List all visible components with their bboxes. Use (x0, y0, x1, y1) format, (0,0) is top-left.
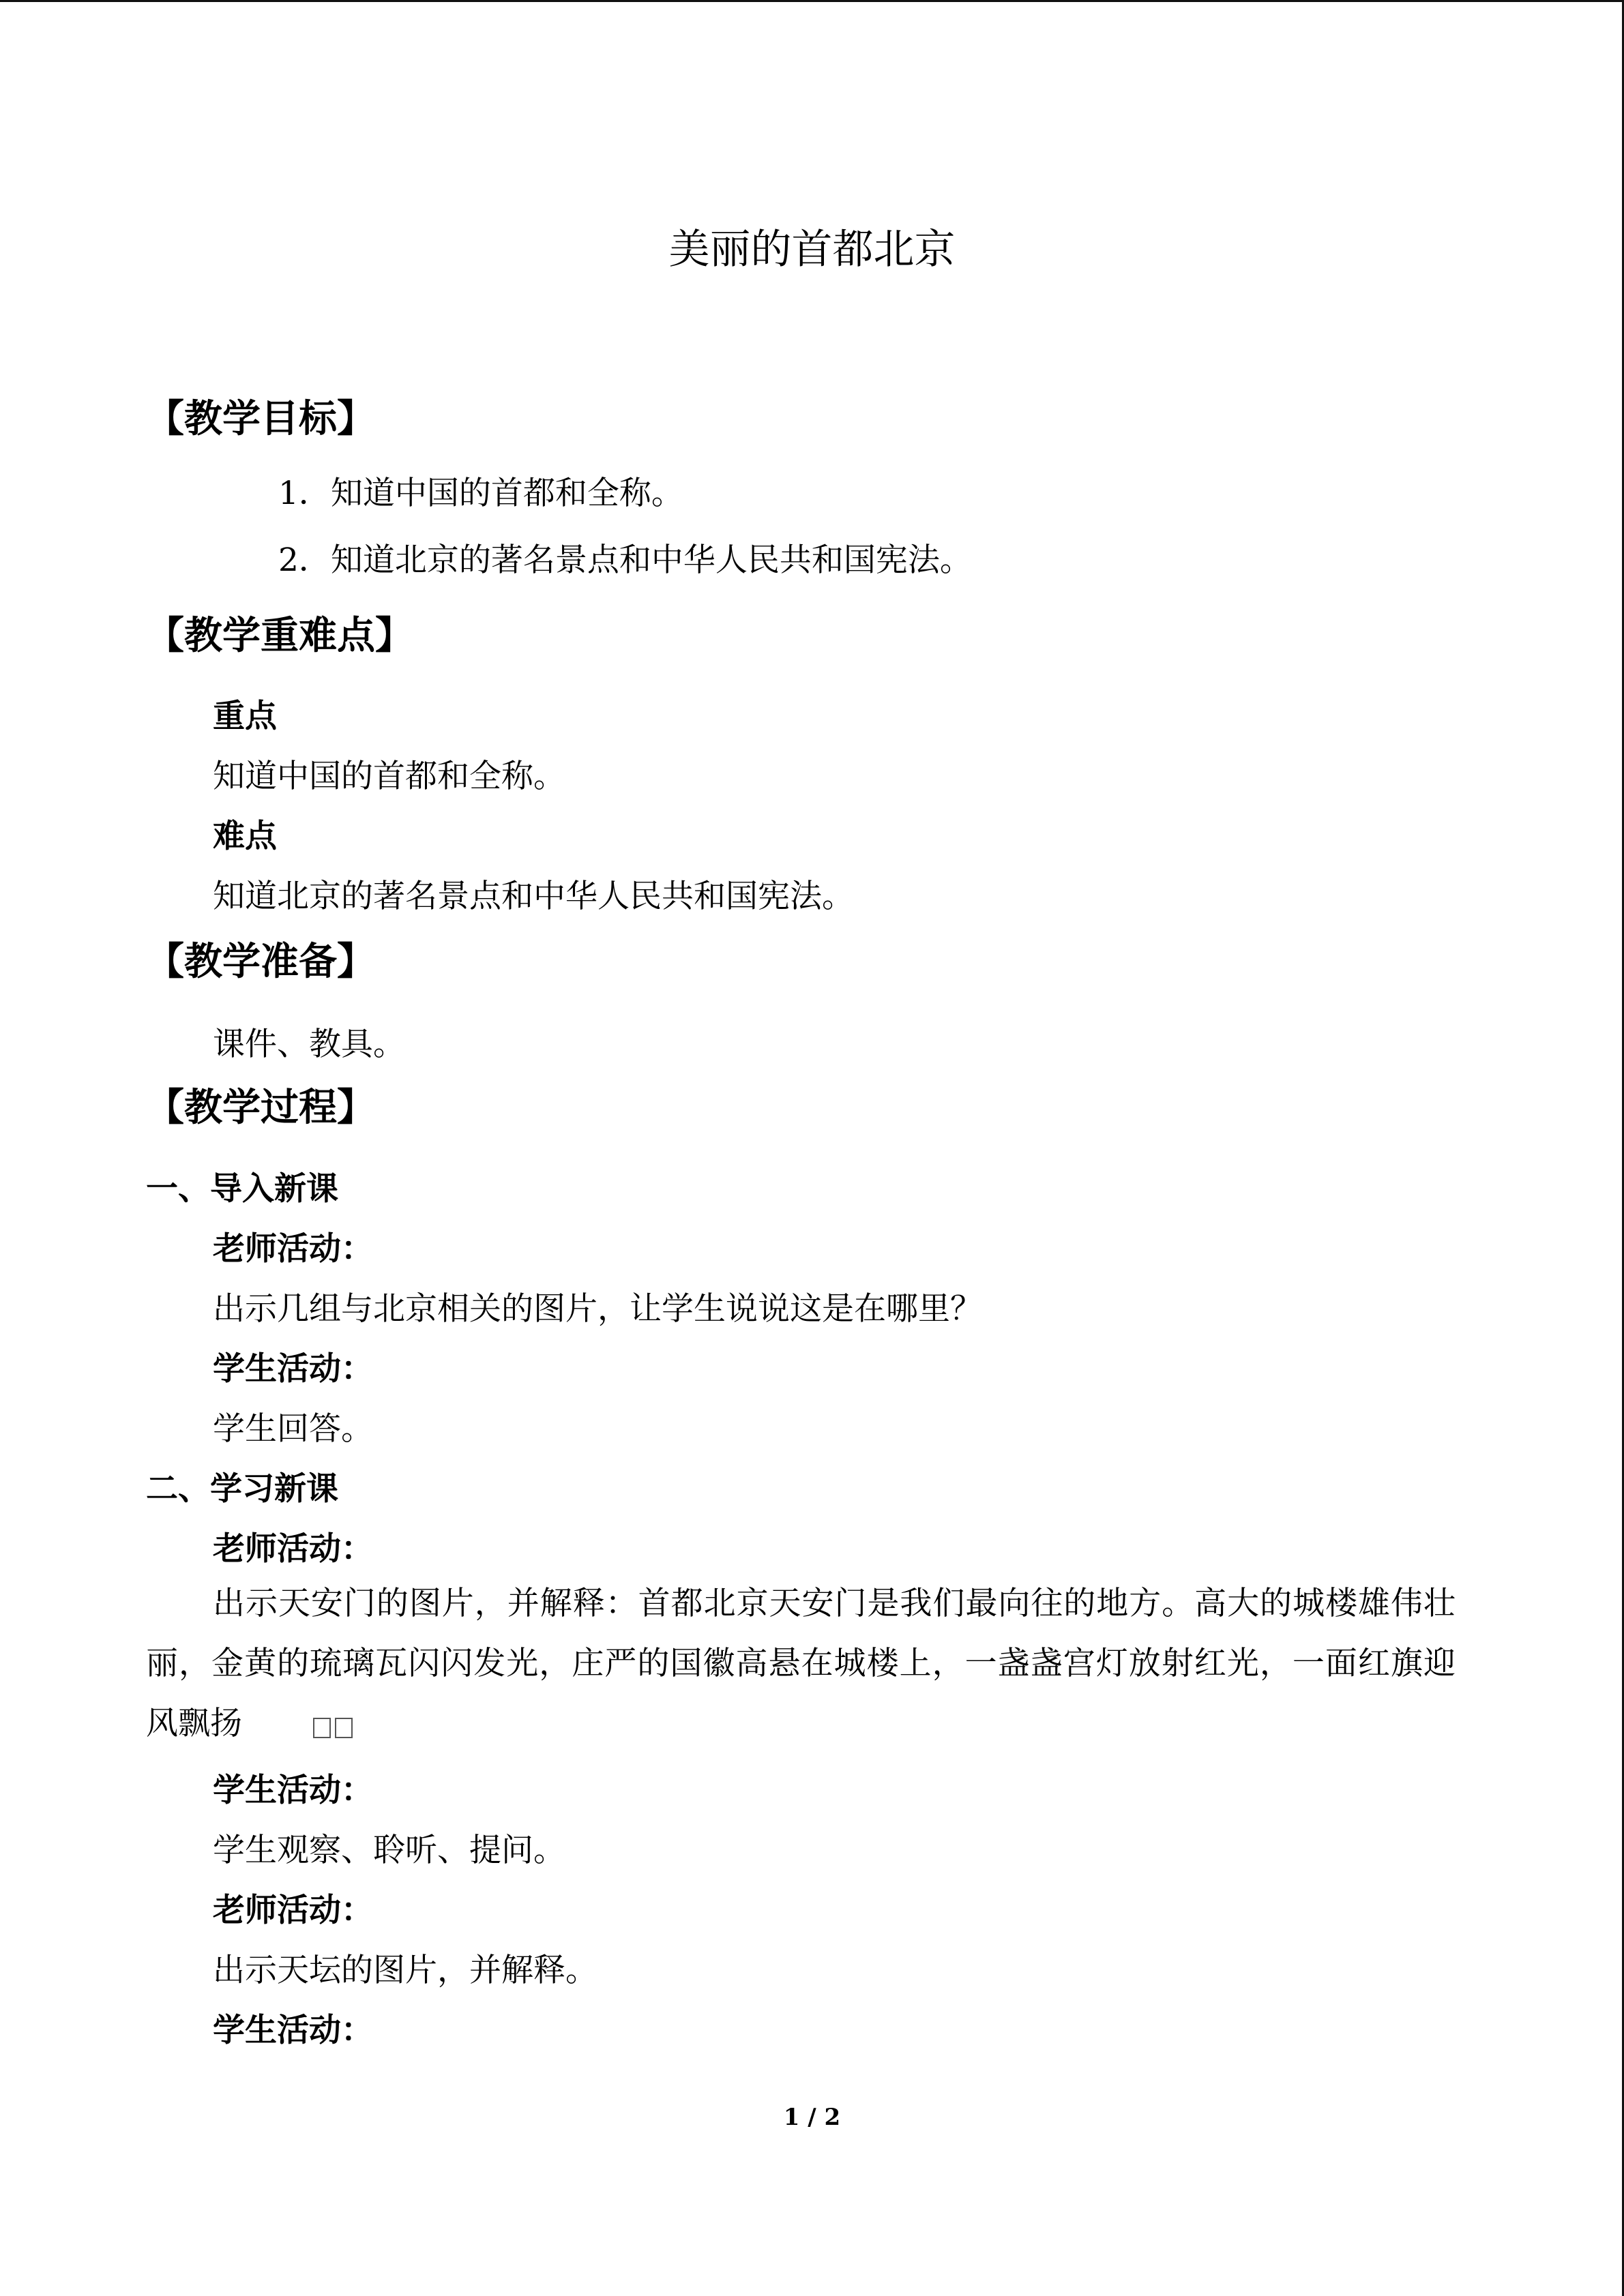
missing-glyph-box (335, 1718, 353, 1738)
part2-student-label: 学生活动： (213, 1772, 373, 1809)
part2-teacher-text-2: 出示天坛的图片，并解释。 (213, 1952, 597, 1989)
document-title: 美丽的首都北京 (668, 226, 956, 273)
part2-teacher-label-2: 老师活动： (213, 1892, 373, 1929)
objective-item-1: 1．知道中国的首都和全称。 (278, 475, 683, 512)
part2-teacher-paragraph (146, 1574, 1456, 1756)
page-number: 1 / 2 (783, 2104, 841, 2131)
part1-teacher-text: 出示几组与北京相关的图片，让学生说说这是在哪里？ (213, 1290, 982, 1328)
part1-student-label: 学生活动： (213, 1350, 373, 1388)
missing-glyph-box (313, 1718, 331, 1738)
objectives-heading: 【教学目标】 (146, 396, 375, 441)
preparation-text: 课件、教具。 (213, 1026, 405, 1063)
part2-title: 二、学习新课 (146, 1470, 338, 1508)
process-heading: 【教学过程】 (146, 1085, 375, 1130)
part2-teacher-text: 出示天安门的图片，并解释：首都北京天安门是我们最向往的地方。高大的城楼雄伟壮丽，金黄的琉璃瓦闪闪发光，庄严的国徽高悬在城楼上，一盏盏宫灯放射红光，一面红旗迎风飘扬 (146, 1585, 1456, 1742)
difficulty-text: 知道北京的著名景点和中华人民共和国宪法。 (213, 878, 854, 915)
part2-student-label-2: 学生活动： (213, 2012, 373, 2049)
page-top-border (0, 0, 1624, 2)
difficulty-label: 难点 (213, 818, 277, 855)
key-points-heading: 【教学重难点】 (146, 613, 413, 658)
missing-glyph-boxes (242, 1696, 353, 1756)
objective-item-2: 2．知道北京的著名景点和中华人民共和国宪法。 (278, 541, 972, 579)
part1-teacher-label: 老师活动： (213, 1230, 373, 1268)
preparation-heading: 【教学准备】 (146, 939, 375, 984)
key-point-label: 重点 (213, 698, 277, 735)
key-point-text: 知道中国的首都和全称。 (213, 758, 565, 795)
part1-student-text: 学生回答。 (213, 1410, 373, 1448)
part1-title: 一、导入新课 (146, 1170, 338, 1208)
part2-student-text: 学生观察、聆听、提问。 (213, 1832, 565, 1869)
part2-teacher-label: 老师活动： (213, 1530, 373, 1568)
